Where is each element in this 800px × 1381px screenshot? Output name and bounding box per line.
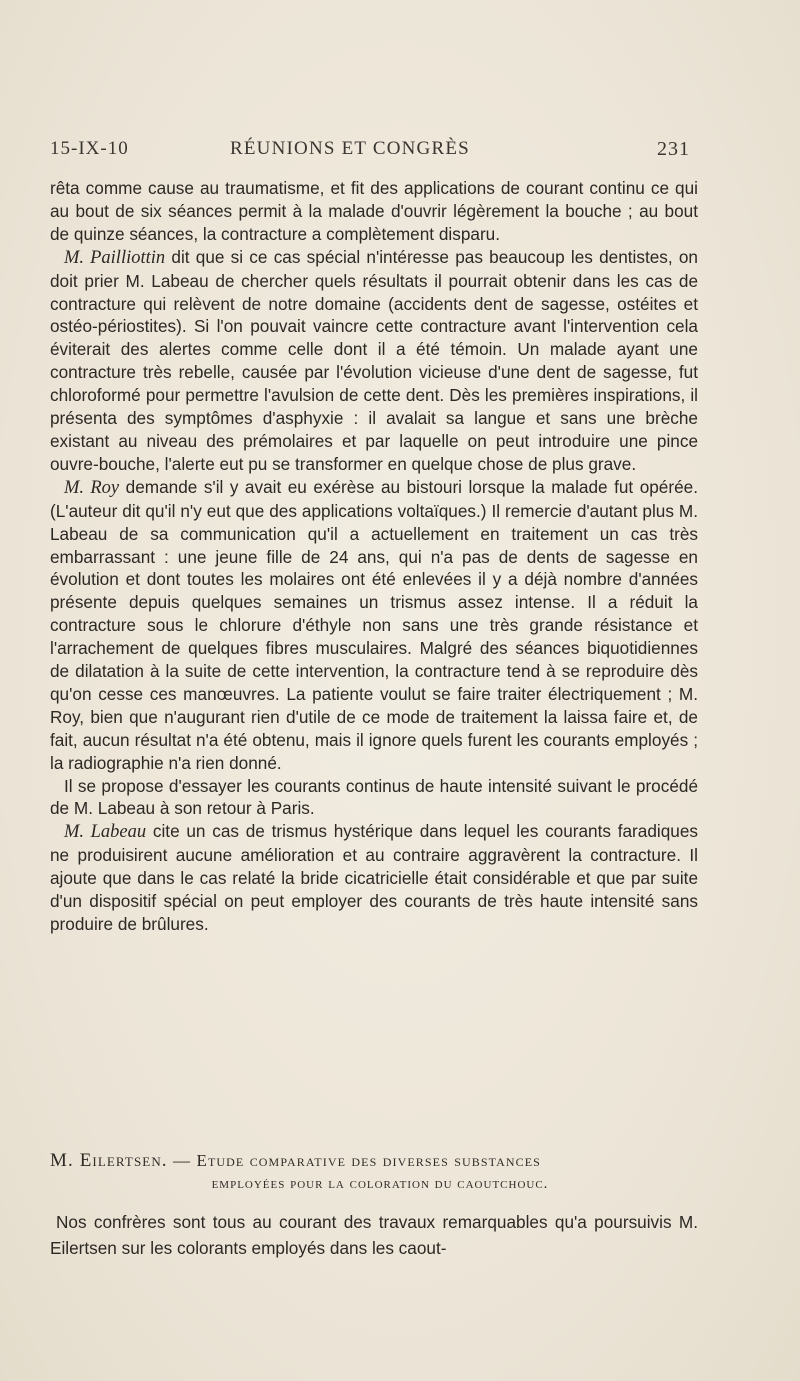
section-title-part1: — Etude comparative des diverses substances — [173, 1151, 541, 1170]
paragraph-pailliottin — [50, 246, 698, 476]
speaker-name: M. Pailliottin — [64, 247, 166, 268]
page-number: 231 — [657, 138, 690, 160]
section-heading — [50, 1150, 710, 1193]
header-date: 15-IX-10 — [50, 138, 129, 159]
section-intro — [50, 1209, 698, 1261]
section-intro-paragraph — [50, 1209, 698, 1261]
speaker-name: M. Labeau — [64, 822, 147, 843]
section-author: M. Eilertsen. — [50, 1150, 168, 1171]
paragraph-text: rêta comme cause au traumatisme, et fit des applications de courant continu ce qui au bout de six séances permit à la malade d'ouvrir légèrement la bouche ; au bout de quinze séances, la contracture a complètement disparu. — [50, 178, 698, 244]
section-heading-line1 — [50, 1150, 710, 1172]
paragraph-roy-continued — [50, 775, 698, 821]
running-title: RÉUNIONS ET CONGRÈS — [230, 138, 470, 159]
paragraph-text: Il se propose d'essayer les courants continus de haute intensité suivant le procédé de M. Labeau à son retour à Paris. — [50, 775, 698, 819]
paragraph-roy — [50, 476, 698, 775]
paragraph-text: demande s'il y avait eu exérèse au bistouri lorsque la malade fut opérée. (L'auteur dit qu'il n'y eut que des applications voltaïques.) Il remercie d'autant plus M. Labeau de sa communication qu'il a actuellement en traitement un cas très embarrassant : une jeune fille de 24 ans, qui n'a pas de dents de sagesse en évolution et dont toutes les molaires ont été enlevées il y a déjà nombre d'années présente depuis quelques semaines un trismus assez intense. Il a réduit la contracture sous le chlorure d'éthyle non sans une très grande résistance et l'arrachement de quelques fibres musculaires. Malgré des séances biquotidiennes de dilatation à la suite de cette intervention, la contracture tend à se reproduire dès qu'on cesse ces manœuvres. La patiente voulut se faire traiter électriquement ; M. Roy, bien que n'augurant rien d'utile de ce mode de traitement la laissa faire et, de fait, aucun résultat n'a été obtenu, mais il ignore quels furent les courants employés ; la radiographie n'a rien donné. — [50, 476, 698, 773]
body-text — [50, 177, 698, 936]
section-intro-text: Nos confrères sont tous au courant des travaux remarquables qu'a poursuivis M. Eilertsen sur les colorants employés dans les caout- — [50, 1212, 698, 1258]
page-header — [50, 138, 690, 168]
paragraph-text: cite un cas de trismus hystérique dans lequel les courants faradiques ne produisirent aucune amélioration et au contraire aggravèrent la contracture. Il ajoute que dans le cas relaté la bride cicatricielle était considérable et que par suite d'un dispositif spécial on peut employer des courants de très haute intensité sans produire de brûlures. — [50, 821, 698, 934]
paragraph-text: dit que si ce cas spécial n'intéresse pas beaucoup les dentistes, on doit prier M. Labeau de chercher quels résultats il pourrait obtenir dans les cas de contracture qui relèvent de notre domaine (accidents dent de sagesse, ostéites et ostéo-périostites). Si l'on pouvait vaincre cette contracture avant l'intervention cela éviterait des alertes comme celle dont il a été témoin. Un malade ayant une contracture très rebelle, causée par l'évolution vicieuse d'une dent de sagesse, fut chloroformé pour permettre l'avulsion de cette dent. Dès les premières inspirations, il présenta des symptômes d'asphyxie : il avalait sa langue et sans une brèche existant au niveau des prémolaires et par laquelle on peut introduire une pince ouvre-bouche, l'alerte eut pu se transformer en quelque chose de plus grave. — [50, 246, 698, 474]
section-heading-line2: employées pour la coloration du caoutchouc. — [211, 1176, 549, 1192]
paragraph-continuation — [50, 177, 698, 246]
speaker-name: M. Roy — [64, 477, 120, 498]
paragraph-labeau — [50, 820, 698, 936]
